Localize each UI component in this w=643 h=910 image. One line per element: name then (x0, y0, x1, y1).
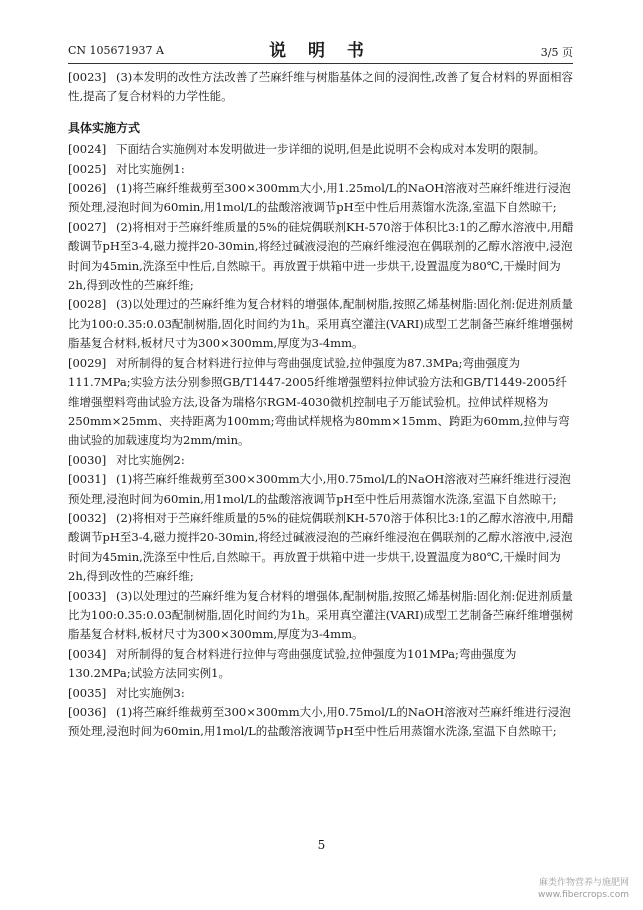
paragraph-text: (1)将苎麻纤维裁剪至300×300mm大小,用0.75mol/L的NaOH溶液对苎麻纤维进行浸泡预处理,浸泡时间为60min,用1mol/L的盐酸溶液调节pH至中性后用蒸馏水洗涤,室温下自然晾干; (68, 705, 571, 739)
paragraph-number: [0026] (68, 181, 107, 196)
page-indicator: 3/5 页 (540, 46, 573, 59)
section-heading: 具体实施方式 (68, 120, 141, 135)
paragraph-number: [0036] (68, 705, 107, 719)
paragraph (68, 160, 578, 179)
document-title: 说 明 书 (269, 41, 372, 61)
paragraph-number: [0034] (68, 646, 107, 661)
patent-number: CN 105671937 A (68, 44, 164, 57)
paragraph (68, 218, 578, 296)
paragraph (68, 470, 578, 509)
paragraph-text: 对所制得的复合材料进行拉伸与弯曲强度试验,拉伸强度为101MPa;弯曲强度为130.2MPa;试验方法同实例1。 (68, 646, 517, 681)
paragraph (68, 703, 578, 742)
paragraph (68, 451, 578, 470)
paragraph-text: (1)将苎麻纤维裁剪至300×300mm大小,用0.75mol/L的NaOH溶液对苎麻纤维进行浸泡预处理,浸泡时间为60min,用1mol/L的盐酸溶液调节pH至中性后用蒸馏水洗涤,室温下自然晾干; (68, 472, 571, 506)
paragraph-text: 对比实施例2: (116, 452, 185, 467)
paragraph (68, 354, 578, 451)
paragraph-text: 对比实施例1: (116, 161, 185, 176)
page-header (68, 36, 573, 62)
paragraph-text: 对比实施例3: (116, 685, 185, 700)
paragraph-text: (3)本发明的改性方法改善了苎麻纤维与树脂基体之间的浸润性,改善了复合材料的界面相容性,提高了复合材料的力学性能。 (68, 70, 573, 104)
paragraph (68, 684, 578, 703)
paragraph-text: (3)以处理过的苎麻纤维为复合材料的增强体,配制树脂,按照乙烯基树脂:固化剂:促进剂质量比为100:0.35:0.03配制树脂,固化时间约为1h。采用真空灌注(VARI)成型工艺制备苎麻纤维增强树脂基复合材料,板材尺寸为300×300mm,厚度为3-4mm。 (68, 588, 574, 642)
paragraph (68, 587, 578, 645)
paragraph (68, 645, 578, 684)
paragraph-text: 下面结合实施例对本发明做进一步详细的说明,但是此说明不会构成对本发明的限制。 (116, 142, 546, 157)
page-number: 5 (317, 838, 326, 852)
paragraph-number: [0035] (68, 685, 107, 700)
paragraph (68, 295, 578, 353)
watermark-url: www.fibercrops.com (538, 890, 629, 900)
paragraph-number: [0024] (68, 142, 107, 157)
watermark-site-name: 麻类作物营养与施肥网 (538, 878, 629, 888)
paragraph (68, 179, 578, 218)
paragraph-number: [0032] (68, 510, 107, 525)
paragraph-text: (2)将相对于苎麻纤维质量的5%的硅烷偶联剂KH-570溶于体积比3:1的乙醇水溶液中,用醋酸调节pH至3-4,磁力搅拌20-30min,将经过碱液浸泡的苎麻纤维浸泡在偶联剂的乙醇水溶液中,浸泡时间为45min,洗涤至中性后,自然晾干。再放置于烘箱中进一步烘干,设置温度为80℃,干燥时间为2h,得到改性的苎麻纤维; (68, 510, 574, 584)
paragraph-number: [0033] (68, 588, 107, 603)
paragraph-number: [0023] (68, 70, 107, 84)
paragraph-number: [0031] (68, 472, 107, 487)
header-divider (68, 63, 573, 64)
watermark (538, 877, 629, 901)
paragraph-number: [0025] (68, 161, 107, 176)
paragraph-text: (2)将相对于苎麻纤维质量的5%的硅烷偶联剂KH-570溶于体积比3:1的乙醇水溶液中,用醋酸调节pH至3-4,磁力搅拌20-30min,将经过碱液浸泡的苎麻纤维浸泡在偶联剂的乙醇水溶液中,浸泡时间为45min,洗涤至中性后,自然晾干。再放置于烘箱中进一步烘干,设置温度为80℃,干燥时间为2h,得到改性的苎麻纤维; (68, 219, 574, 293)
paragraph-number: [0028] (68, 297, 107, 312)
paragraph-number: [0027] (68, 219, 107, 234)
paragraph-text: (3)以处理过的苎麻纤维为复合材料的增强体,配制树脂,按照乙烯基树脂:固化剂:促进剂质量比为100:0.35:0.03配制树脂,固化时间约为1h。采用真空灌注(VARI)成型工艺制备苎麻纤维增强树脂基复合材料,板材尺寸为300×300mm,厚度为3-4mm。 (68, 297, 574, 351)
paragraph-text: (1)将苎麻纤维裁剪至300×300mm大小,用1.25mol/L的NaOH溶液对苎麻纤维进行浸泡预处理,浸泡时间为60min,用1mol/L的盐酸溶液调节pH至中性后用蒸馏水洗涤,室温下自然晾干; (68, 181, 571, 215)
paragraph-number: [0029] (68, 355, 107, 370)
paragraph (68, 68, 578, 107)
paragraph-number: [0030] (68, 452, 107, 467)
paragraph-text: 对所制得的复合材料进行拉伸与弯曲强度试验,拉伸强度为87.3MPa;弯曲强度为111.7MPa;实验方法分别参照GB/T1447-2005纤维增强塑料拉伸试验方法和GB/T1449-2005纤维增强塑料弯曲试验方法,设备为瑞格尔RGM-4030微机控制电子万能试验机。拉伸试样规格为250mm×25mm、夹持距离为100mm;弯曲试样规格为80mm×15mm、跨距为60mm,拉伸与弯曲试验的加载速度均为2mm/min。 (68, 355, 570, 448)
paragraph (68, 509, 578, 587)
paragraph (68, 140, 578, 159)
document-body (68, 68, 578, 742)
